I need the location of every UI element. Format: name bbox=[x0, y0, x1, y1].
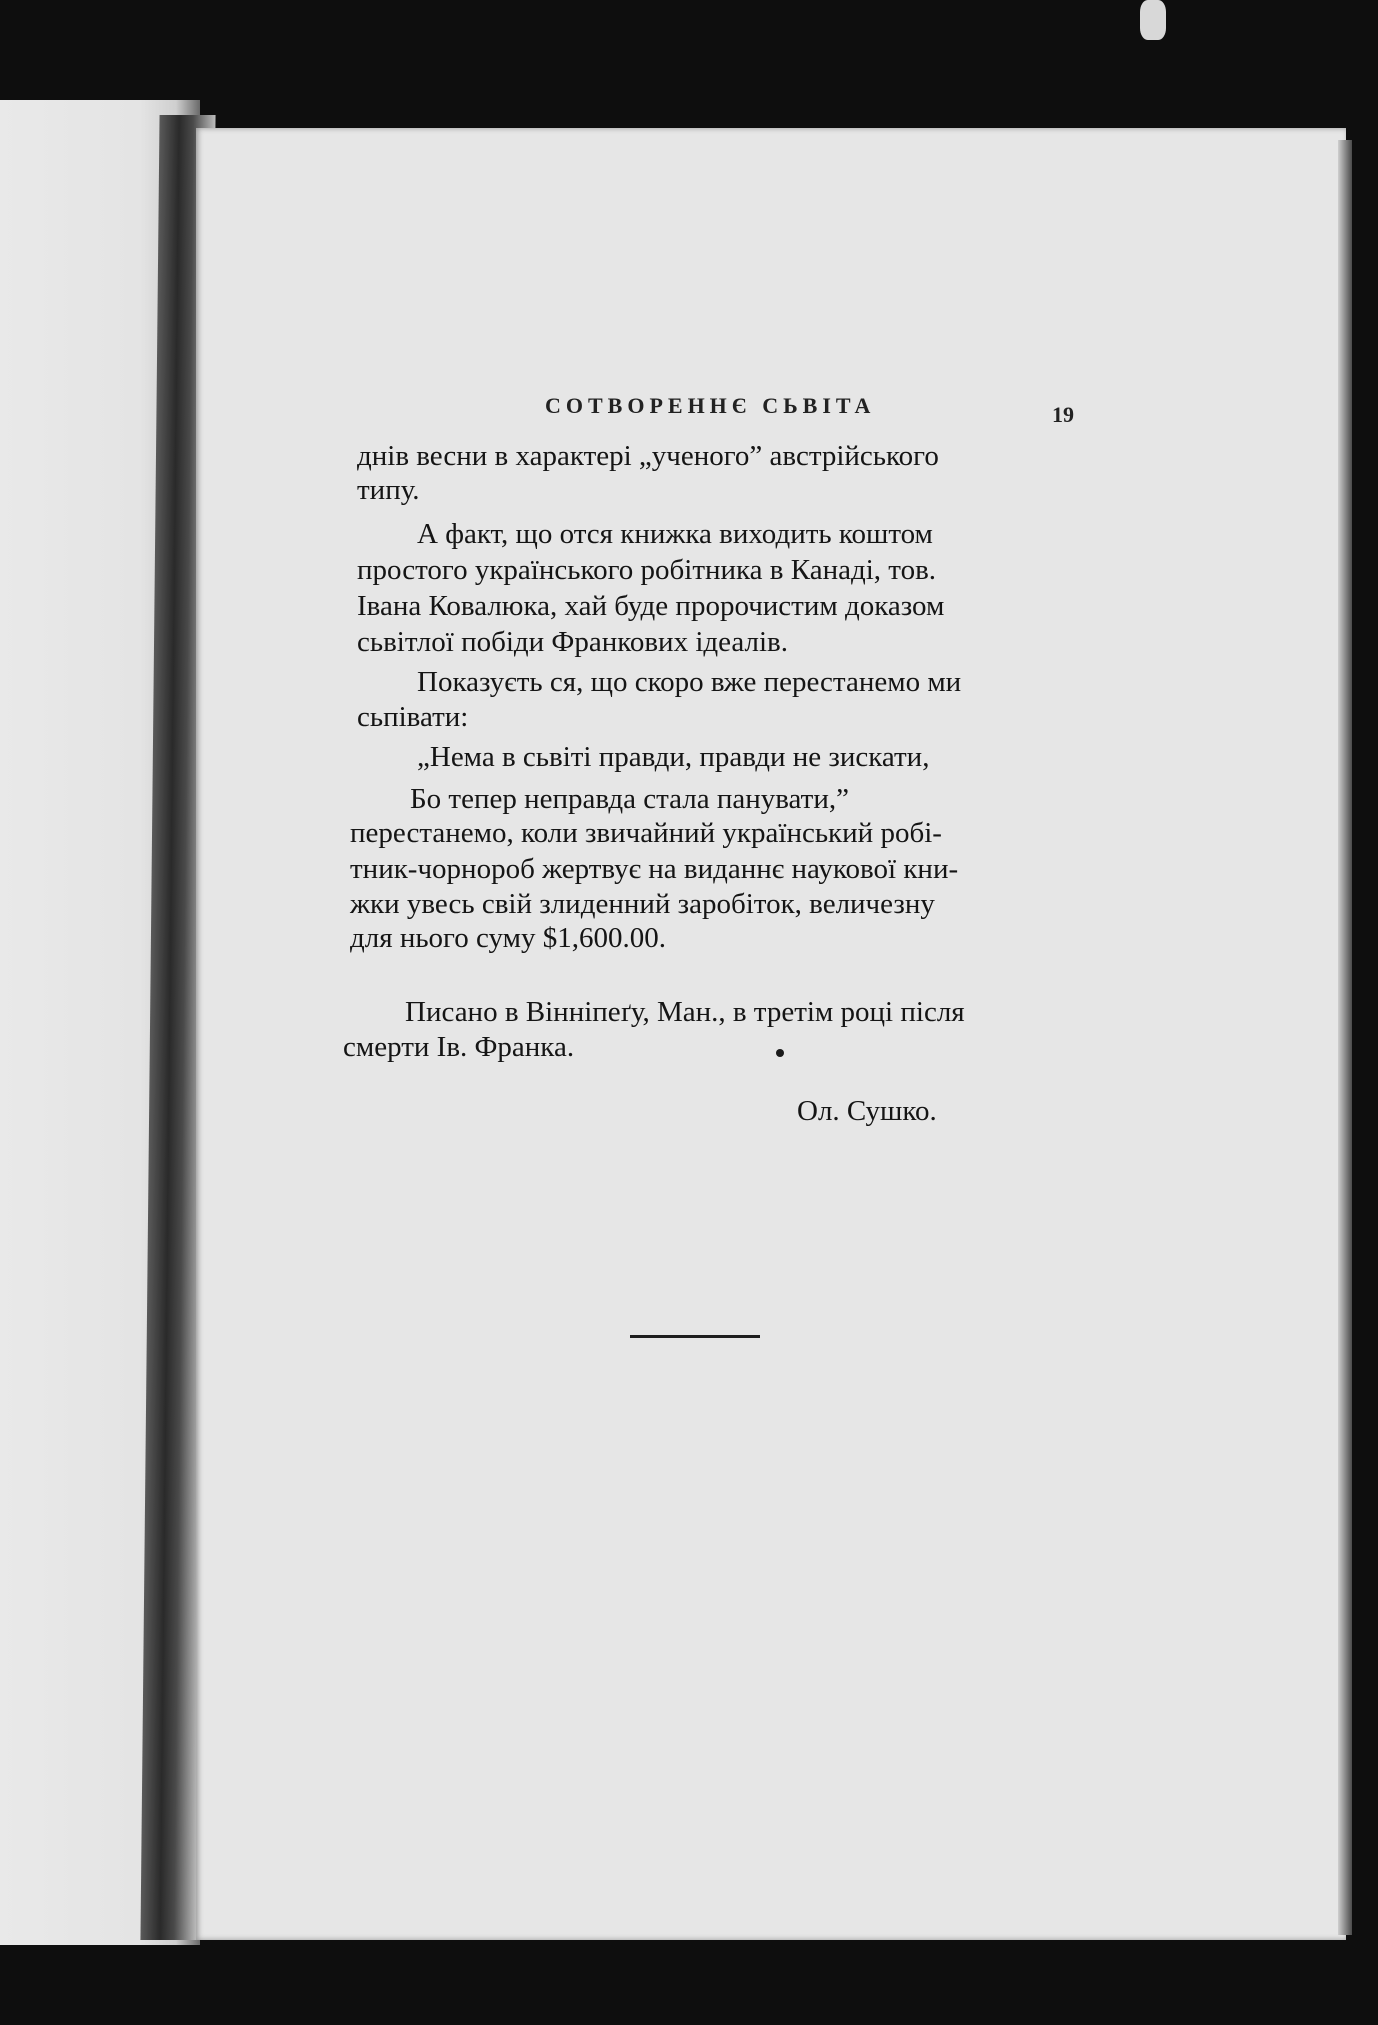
author-signature: Ол. Сушко. bbox=[797, 1095, 937, 1127]
text-line-12: для нього суму $1,600.00. bbox=[350, 922, 666, 954]
place-date-line-2: смерти Ів. Франка. bbox=[343, 1031, 575, 1063]
text-line-1: днів весни в характері „ученого” австрійського bbox=[357, 440, 939, 472]
place-date-line-1: Писано в Вінніпеґу, Ман., в третім році після bbox=[405, 996, 965, 1028]
scan-artifact bbox=[1140, 0, 1166, 40]
verse-line-2: Бо тепер неправда стала панувати,” bbox=[410, 783, 849, 815]
text-line-10: тник-чорнороб жертвує на виданнє наукової кни- bbox=[350, 853, 959, 885]
text-line-11: жки увесь свій злиденний заробіток, величезну bbox=[350, 888, 935, 920]
ink-speck bbox=[776, 1049, 784, 1057]
text-line-7: Показуєть ся, що скоро вже перестанемо ми bbox=[417, 666, 962, 698]
page-number: 19 bbox=[1052, 402, 1074, 427]
verse-line-1: „Нема в сьвіті правди, правди не зискати, bbox=[417, 741, 930, 773]
text-line-2: типу. bbox=[357, 474, 420, 506]
running-head: СОТВОРЕННЄ СЬВІТА bbox=[545, 393, 876, 418]
text-line-4: простого українського робітника в Канаді, тов. bbox=[357, 554, 937, 586]
section-rule bbox=[630, 1335, 760, 1338]
text-line-6: сьвітлої побіди Франкових ідеалів. bbox=[357, 626, 788, 658]
page-edge bbox=[1338, 140, 1352, 1935]
text-line-8: сьпівати: bbox=[357, 701, 469, 733]
text-line-9: перестанемо, коли звичайний український робі- bbox=[350, 817, 942, 849]
text-line-3: А факт, що отся книжка виходить коштом bbox=[417, 518, 933, 550]
text-line-5: Івана Ковалюка, хай буде пророчистим доказом bbox=[357, 590, 945, 622]
